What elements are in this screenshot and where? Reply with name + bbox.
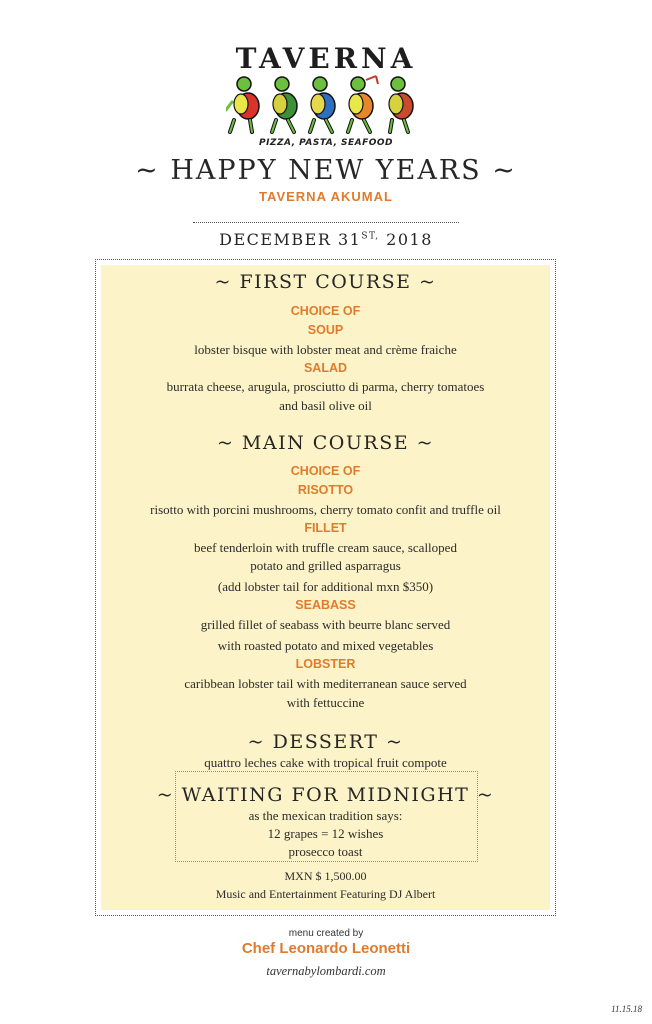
midnight-heading: ~ WAITING FOR MIDNIGHT ~ bbox=[156, 784, 495, 806]
date-suffix: ST, bbox=[361, 231, 380, 242]
version-date: 11.15.18 bbox=[611, 1004, 642, 1014]
date-year: 2018 bbox=[379, 230, 433, 249]
midnight-line: 12 grapes = 12 wishes bbox=[267, 826, 384, 841]
dessert-heading: ~ DESSERT ~ bbox=[247, 731, 404, 753]
fillet-description: beef tenderloin with truffle cream sauce, scalloped bbox=[194, 540, 457, 555]
website-link[interactable]: tavernabylombardi.com bbox=[266, 964, 386, 978]
entertainment-note: Music and Entertainment Featuring DJ Albert bbox=[215, 887, 436, 901]
first-course-heading: ~ FIRST COURSE ~ bbox=[214, 271, 437, 293]
seabass-label: SEABASS bbox=[295, 598, 356, 612]
lobster-label: LOBSTER bbox=[295, 657, 356, 671]
first-course-choice: CHOICE OF bbox=[290, 304, 361, 318]
fillet-addon-note: (add lobster tail for additional mxn $350) bbox=[217, 579, 434, 594]
turtle-mascots-logo bbox=[226, 74, 426, 136]
turtle-icon bbox=[272, 77, 297, 132]
turtle-icon bbox=[310, 77, 335, 132]
main-course-choice: CHOICE OF bbox=[290, 464, 361, 478]
dotted-divider bbox=[193, 222, 459, 223]
salad-label: SALAD bbox=[303, 361, 348, 375]
brand-logo-text: TAVERNA bbox=[235, 42, 417, 75]
salad-description: burrata cheese, arugula, prosciutto di parma, cherry tomatoes bbox=[166, 379, 485, 394]
midnight-line: as the mexican tradition says: bbox=[248, 808, 403, 823]
page-headline: ~ HAPPY NEW YEARS ~ bbox=[135, 155, 517, 186]
date-main: DECEMBER 31 bbox=[219, 230, 362, 249]
fillet-description: potato and grilled asparragus bbox=[250, 558, 401, 573]
lobster-description: caribbean lobster tail with mediterranean sauce served bbox=[184, 676, 467, 691]
fillet-label: FILLET bbox=[304, 521, 347, 535]
midnight-line: prosecco toast bbox=[288, 844, 363, 859]
salad-description: and basil olive oil bbox=[279, 398, 372, 413]
main-course-heading: ~ MAIN COURSE ~ bbox=[216, 432, 435, 454]
brand-tagline: PIZZA, PASTA, SEAFOOD bbox=[258, 138, 394, 148]
created-by-label: menu created by bbox=[288, 928, 364, 939]
turtle-icon bbox=[389, 77, 413, 132]
turtle-icon bbox=[226, 77, 259, 132]
soup-description: lobster bisque with lobster meat and crème fraiche bbox=[194, 342, 457, 357]
menu-price: MXN $ 1,500.00 bbox=[284, 869, 367, 883]
lobster-description: with fettuccine bbox=[286, 695, 365, 710]
risotto-description: risotto with porcini mushrooms, cherry tomato confit and truffle oil bbox=[150, 502, 501, 517]
restaurant-location: TAVERNA AKUMAL bbox=[259, 189, 393, 204]
seabass-description: with roasted potato and mixed vegetables bbox=[217, 638, 434, 653]
event-date bbox=[0, 230, 652, 249]
risotto-label: RISOTTO bbox=[297, 483, 354, 497]
seabass-description: grilled fillet of seabass with beurre blanc served bbox=[200, 617, 451, 632]
dessert-description: quattro leches cake with tropical fruit compote bbox=[204, 755, 447, 770]
turtle-icon bbox=[348, 76, 378, 132]
chef-name: Chef Leonardo Leonetti bbox=[241, 940, 411, 957]
soup-label: SOUP bbox=[307, 323, 344, 337]
